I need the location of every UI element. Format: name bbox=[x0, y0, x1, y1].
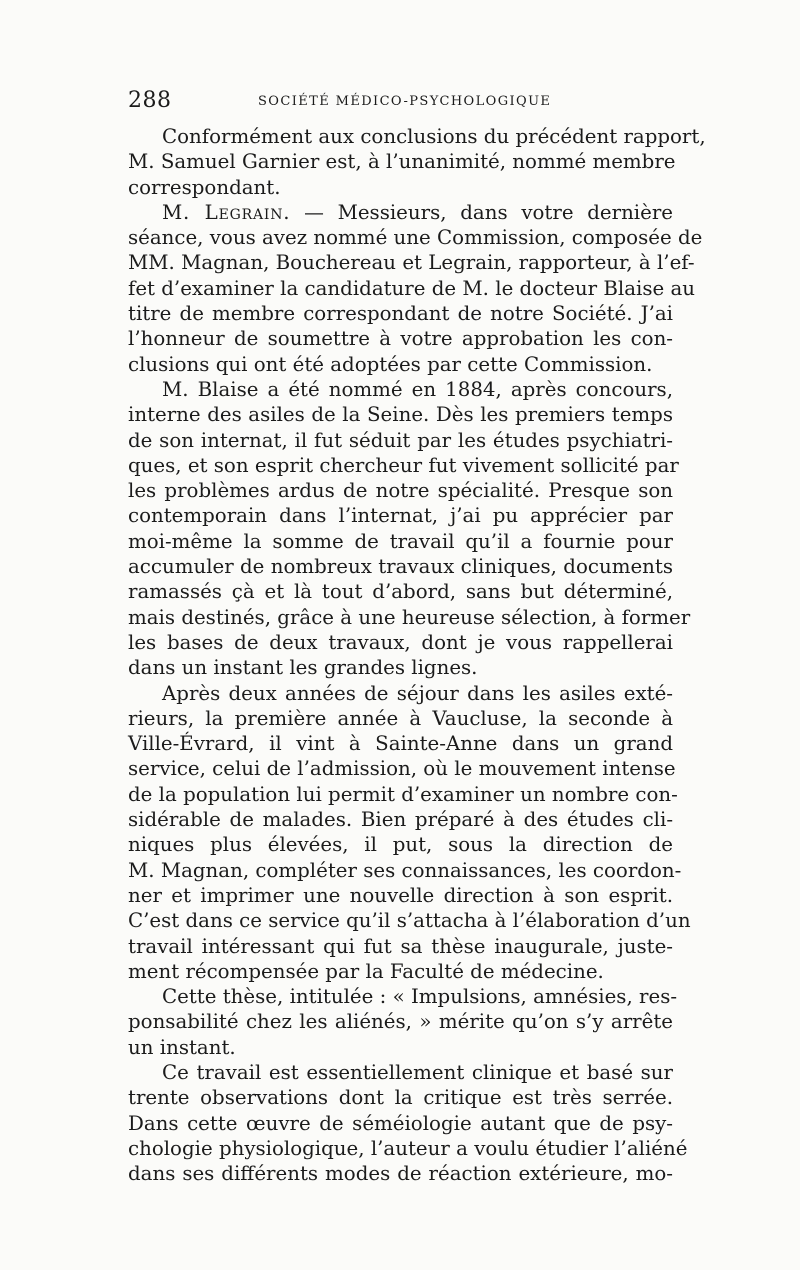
text-line: les bases de deux travaux, dont je vous rappellerai bbox=[128, 630, 673, 654]
text-line: Dans cette œuvre de séméiologie autant que de psy- bbox=[128, 1111, 673, 1135]
text-line: séance, vous avez nommé une Commission, composée de bbox=[128, 226, 703, 250]
text-line: titre de membre correspondant de notre Société. J’ai bbox=[128, 302, 673, 326]
text-line: ment récompensée par la Faculté de médecine. bbox=[128, 959, 604, 983]
text-line: contemporain dans l’internat, j’ai pu apprécier par bbox=[128, 504, 673, 528]
text-line: de son internat, il fut séduit par les études psychiatri- bbox=[128, 428, 673, 452]
text-line: C’est dans ce service qu’il s’attacha à l’élaboration d’un bbox=[128, 909, 691, 933]
text-line: ponsabilité chez les aliénés, » mérite qu’on s’y arrête bbox=[128, 1010, 673, 1034]
body-text bbox=[128, 124, 706, 1186]
text-line: dans un instant les grandes lignes. bbox=[128, 656, 478, 680]
text-line: Ville-Évrard, il vint à Sainte-Anne dans un grand bbox=[128, 732, 673, 756]
text-line: MM. Magnan, Bouchereau et Legrain, rapporteur, à l’ef- bbox=[128, 251, 695, 275]
page-number: 288 bbox=[128, 88, 172, 113]
text-line: ner et imprimer une nouvelle direction à son esprit. bbox=[128, 883, 673, 907]
text-line: mais destinés, grâce à une heureuse sélection, à former bbox=[128, 605, 691, 629]
text-line: niques plus élevées, il put, sous la direction de bbox=[128, 833, 673, 857]
text-line: trente observations dont la critique est très serrée. bbox=[128, 1086, 673, 1110]
text-line: interne des asiles de la Seine. Dès les premiers temps bbox=[128, 403, 673, 427]
text-line: M. Magnan, compléter ses connaissances, les coordon- bbox=[128, 858, 682, 882]
text-line: M. Samuel Garnier est, à l’unanimité, nommé membre bbox=[128, 150, 676, 174]
text-line: sidérable de malades. Bien préparé à des études cli- bbox=[128, 808, 673, 832]
text-line: moi-même la somme de travail qu’il a fournie pour bbox=[128, 529, 673, 553]
text-line: les problèmes ardus de notre spécialité. Presque son bbox=[128, 479, 673, 503]
text-line: chologie physiologique, l’auteur a voulu étudier l’aliéné bbox=[128, 1136, 688, 1160]
text-line: ramassés çà et là tout d’abord, sans but déterminé, bbox=[128, 580, 673, 604]
text-line: fet d’examiner la candidature de M. le docteur Blaise au bbox=[128, 276, 696, 300]
running-title: SOCIÉTÉ MÉDICO-PSYCHOLOGIQUE bbox=[258, 94, 552, 109]
text-line-continuation: — Messieurs, dans votre dernière bbox=[304, 200, 674, 224]
text-line: Cette thèse, intitulée : « Impulsions, amnésies, res- bbox=[162, 985, 678, 1009]
text-line: Ce travail est essentiellement clinique et basé sur bbox=[162, 1060, 673, 1084]
text-line: dans ses différents modes de réaction extérieure, mo- bbox=[128, 1162, 673, 1186]
speaker-name: M. Legrain. bbox=[162, 200, 291, 224]
text-line: ques, et son esprit chercheur fut vivement sollicité par bbox=[128, 453, 679, 477]
text-line: accumuler de nombreux travaux cliniques, documents bbox=[128, 555, 673, 579]
text-line: Conformément aux conclusions du précédent rapport, bbox=[162, 125, 706, 148]
text-line: M. Blaise a été nommé en 1884, après concours, bbox=[162, 377, 673, 401]
text-line: un instant. bbox=[128, 1035, 236, 1059]
text-line: rieurs, la première année à Vaucluse, la seconde à bbox=[128, 706, 673, 730]
text-line: l’honneur de soumettre à votre approbation les con- bbox=[128, 327, 673, 351]
text-line: service, celui de l’admission, où le mouvement intense bbox=[128, 757, 676, 781]
text-line bbox=[128, 200, 673, 225]
text-line: de la population lui permit d’examiner un nombre con- bbox=[128, 782, 678, 806]
running-head bbox=[128, 88, 672, 118]
text-line: travail intéressant qui fut sa thèse inaugurale, juste- bbox=[128, 934, 673, 958]
text-line: clusions qui ont été adoptées par cette Commission. bbox=[128, 352, 653, 376]
text-line: Après deux années de séjour dans les asiles exté- bbox=[162, 681, 673, 705]
text-line: correspondant. bbox=[128, 175, 281, 199]
